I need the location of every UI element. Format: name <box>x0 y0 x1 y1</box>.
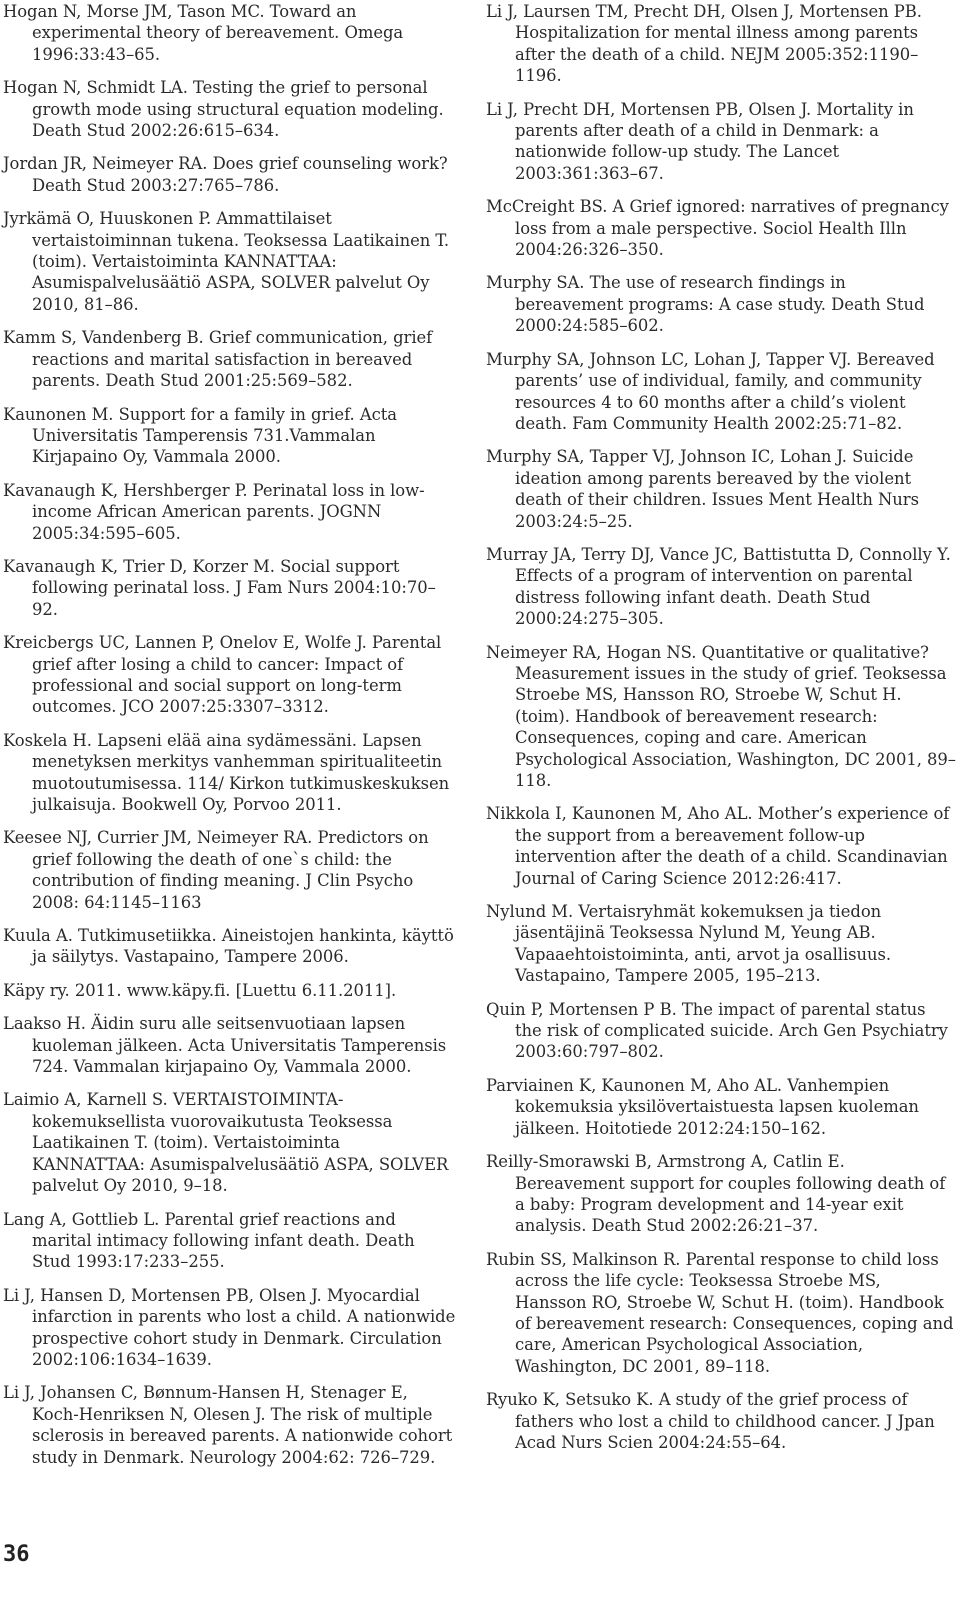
reference-entry: Murray JA, Terry DJ, Vance JC, Battistutta D, Connolly Y. Effects of a program of intervention on parental distress following infant death. Death Stud 2000:24:275–305. <box>486 544 951 629</box>
references-right-column <box>486 1 956 1465</box>
reference-entry: Kavanaugh K, Hershberger P. Perinatal loss in low-income African American parents. JOGNN 2005:34:595–605. <box>3 480 425 543</box>
reference-entry: Laakso H. Äidin suru alle seitsenvuotiaan lapsen kuoleman jälkeen. Acta Universitatis Tamperensis 724. Vammalan kirjapaino Oy, Vammala 2000. <box>3 1014 447 1077</box>
reference-entry: Laimio A, Karnell S. VERTAISTOIMINTA-kokemuksellista vuorovaikutusta Teoksessa Laatikainen T. (toim). Vertaistoiminta KANNATTAA: Asumispalvelusäätiö ASPA, SOLVER palvelut Oy 2010, 9–18. <box>3 1090 449 1196</box>
reference-entry: Nikkola I, Kaunonen M, Aho AL. Mother’s experience of the support from a bereavement follow-up intervention after the death of a child. Scandinavian Journal of Caring Science 2012:26:417. <box>486 804 950 888</box>
reference-entry: Murphy SA, Johnson LC, Lohan J, Tapper VJ. Bereaved parents’ use of individual, family, and community resources 4 to 60 months after a child’s violent death. Fam Community Health 2002:25:71–82. <box>486 349 935 433</box>
reference-entry: Li J, Laursen TM, Precht DH, Olsen J, Mortensen PB. Hospitalization for mental illness among parents after the death of a child. NEJM 2005:352:1190–1196. <box>486 2 922 86</box>
reference-entry: Murphy SA. The use of research findings in bereavement programs: A case study. Death Stud 2000:24:585–602. <box>486 273 925 336</box>
reference-entry: Rubin SS, Malkinson R. Parental response to child loss across the life cycle: Teoksessa Stroebe MS, Hansson RO, Stroebe W, Schut H. (toim). Handbook of bereavement research: Consequences, coping and care, American Psychological Association, Washington, DC 2001, 89–118. <box>486 1249 954 1376</box>
reference-entry: Neimeyer RA, Hogan NS. Quantitative or qualitative? Measurement issues in the study of grief. Teoksessa Stroebe MS, Hansson RO, Stroebe W, Schut H. (toim). Handbook of bereavement research: Consequences, coping and care. American Psychological Association, Washington, DC 2001, 89–118. <box>486 642 956 790</box>
reference-entry: Koskela H. Lapseni elää aina sydämessäni. Lapsen menetyksen merkitys vanhemman spiritualiteetin muotoutumisessa. 114/ Kirkon tutkimuskeskuksen julkaisuja. Bookwell Oy, Porvoo 2011. <box>3 730 450 814</box>
reference-entry: Hogan N, Morse JM, Tason MC. Toward an experimental theory of bereavement. Omega 1996:33:43–65. <box>3 2 404 64</box>
reference-entry: Li J, Hansen D, Mortensen PB, Olsen J. Myocardial infarction in parents who lost a child. A nationwide prospective cohort study in Denmark. Circulation 2002:106:1634–1639. <box>3 1285 456 1369</box>
reference-entry: McCreight BS. A Grief ignored: narratives of pregnancy loss from a male perspective. Sociol Health Illn 2004:26:326–350. <box>486 197 949 260</box>
reference-entry: Nylund M. Vertaisryhmät kokemuksen ja tiedon jäsentäjinä Teoksessa Nylund M, Yeung AB. Vapaaehtoistoiminta, anti, arvot ja osallisuus. Vastapaino, Tampere 2005, 195–213. <box>486 902 892 986</box>
reference-entry: Kuula A. Tutkimusetiikka. Aineistojen hankinta, käyttö ja säilytys. Vastapaino, Tampere 2006. <box>3 926 454 967</box>
reference-entry: Jyrkämä O, Huuskonen P. Ammattilaiset vertaistoiminnan tukena. Teoksessa Laatikainen T. (toim). Vertaistoiminta KANNATTAA: Asumispalvelusäätiö ASPA, SOLVER palvelut Oy 2010, 81–86. <box>3 209 450 314</box>
reference-entry: Kamm S, Vandenberg B. Grief communication, grief reactions and marital satisfaction in bereaved parents. Death Stud 2001:25:569–582. <box>3 328 433 391</box>
reference-entry: Kreicbergs UC, Lannen P, Onelov E, Wolfe J. Parental grief after losing a child to cancer: Impact of professional and social support on long-term outcomes. JCO 2007:25:3307–3312. <box>3 633 442 717</box>
reference-entry: Lang A, Gottlieb L. Parental grief reactions and marital intimacy following infant death. Death Stud 1993:17:233–255. <box>3 1209 415 1272</box>
reference-entry: Parviainen K, Kaunonen M, Aho AL. Vanhempien kokemuksia yksilövertaistuesta lapsen kuoleman jälkeen. Hoitotiede 2012:24:150–162. <box>486 1075 919 1138</box>
reference-entry: Hogan N, Schmidt LA. Testing the grief to personal growth mode using structural equation modeling. Death Stud 2002:26:615–634. <box>3 78 444 141</box>
reference-entry: Li J, Johansen C, Bønnum-Hansen H, Stenager E, Koch-Henriksen N, Olesen J. The risk of multiple sclerosis in bereaved parents. A nationwide cohort study in Denmark. Neurology 2004:62: 726–729. <box>3 1383 453 1467</box>
references-left-column <box>3 1 458 1480</box>
page-number: 36 <box>3 1542 30 1567</box>
reference-entry: Quin P, Mortensen P B. The impact of parental status the risk of complicated suicide. Arch Gen Psychiatry 2003:60:797–802. <box>486 999 948 1062</box>
reference-entry: Reilly-Smorawski B, Armstrong A, Catlin E. Bereavement support for couples following death of a baby: Program development and 14-year exit analysis. Death Stud 2002:26:21–37. <box>486 1152 946 1236</box>
reference-entry: Kavanaugh K, Trier D, Korzer M. Social support following perinatal loss. J Fam Nurs 2004:10:70–92. <box>3 556 436 619</box>
reference-entry: Murphy SA, Tapper VJ, Johnson IC, Lohan J. Suicide ideation among parents bereaved by the violent death of their children. Issues Ment Health Nurs 2003:24:5–25. <box>486 447 919 531</box>
reference-entry: Käpy ry. 2011. www.käpy.fi. [Luettu 6.11.2011]. <box>3 980 397 1000</box>
reference-entry: Jordan JR, Neimeyer RA. Does grief counseling work? Death Stud 2003:27:765–786. <box>3 154 448 195</box>
reference-entry: Ryuko K, Setsuko K. A study of the grief process of fathers who lost a child to childhood cancer. J Jpan Acad Nurs Scien 2004:24:55–64. <box>486 1390 935 1452</box>
reference-entry: Keesee NJ, Currier JM, Neimeyer RA. Predictors on grief following the death of one`s child: the contribution of finding meaning. J Clin Psycho 2008: 64:1145–1163 <box>3 828 429 912</box>
reference-entry: Kaunonen M. Support for a family in grief. Acta Universitatis Tamperensis 731.Vammalan Kirjapaino Oy, Vammala 2000. <box>3 404 397 467</box>
reference-entry: Li J, Precht DH, Mortensen PB, Olsen J. Mortality in parents after death of a child in Denmark: a nationwide follow-up study. The Lancet 2003:361:363–67. <box>486 99 914 183</box>
